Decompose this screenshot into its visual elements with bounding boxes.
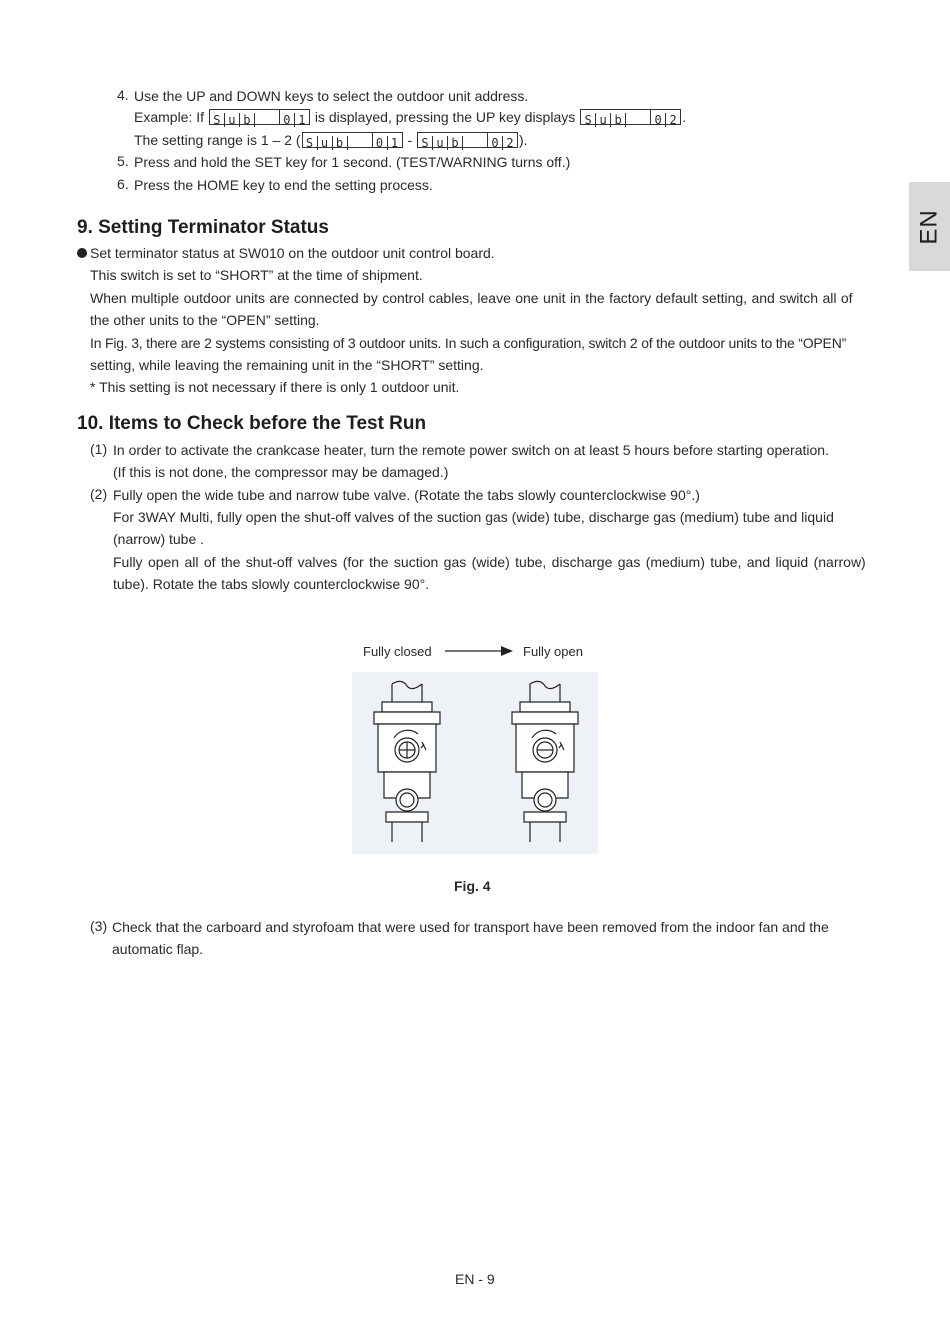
- item-1-line: (If this is not done, the compressor may be damaged.): [113, 464, 449, 480]
- example-line: [134, 108, 686, 126]
- section-10-heading: 10. Items to Check before the Test Run: [77, 413, 427, 434]
- step-5-text: Press and hold the SET key for 1 second. (TEST/WARNING turns off.): [134, 154, 571, 170]
- item-2-number: (2): [90, 486, 108, 502]
- item-1-line: In order to activate the crankcase heater, turn the remote power switch on at least 5 hours before starting operation.: [113, 442, 829, 458]
- section-9-line: setting, while leaving the remaining unit in the “SHORT” setting.: [90, 357, 484, 373]
- lcd-display-range-start: S u b 0 1: [302, 132, 403, 148]
- language-tab: EN: [909, 182, 950, 271]
- section-9-line: Set terminator status at SW010 on the outdoor unit control board.: [90, 245, 495, 261]
- valve-illustration: [352, 672, 598, 854]
- item-2-line: tube). Rotate the tabs slowly counterclockwise 90°.: [113, 576, 430, 592]
- figure-caption: Fig. 4: [454, 878, 491, 894]
- example-prefix: Example: If: [134, 109, 205, 125]
- lcd-display-sub: S u b 0 1: [209, 109, 310, 125]
- bullet-icon: [77, 248, 87, 258]
- valve-figure: [352, 672, 598, 854]
- range-end: ).: [519, 132, 528, 148]
- section-9-line: * This setting is not necessary if there is only 1 outdoor unit.: [90, 379, 460, 395]
- item-2-line: (narrow) tube .: [113, 531, 205, 547]
- label-fully-closed: Fully closed: [363, 644, 432, 659]
- valve-closed-icon: [374, 681, 440, 842]
- item-3-line: automatic flap.: [112, 941, 204, 957]
- item-2-line: Fully open the wide tube and narrow tube valve. (Rotate the tabs slowly counterclockwise 90°.): [113, 487, 700, 503]
- item-2-line: For 3WAY Multi, fully open the shut-off valves of the suction gas (wide) tube, discharge gas (medium) tube and liquid: [113, 509, 834, 525]
- step-4-number: 4.: [117, 87, 129, 103]
- range-line: [134, 131, 528, 149]
- item-1-number: (1): [90, 441, 108, 457]
- lcd-display-sub-02: S u b 0 2: [580, 109, 681, 125]
- step-5-number: 5.: [117, 153, 129, 169]
- range-prefix: The setting range is 1 – 2 (: [134, 132, 301, 148]
- item-3-number: (3): [90, 918, 108, 934]
- lcd-display-range-end: S u b 0 2: [417, 132, 518, 148]
- step-6-number: 6.: [117, 176, 129, 192]
- section-9-heading: 9. Setting Terminator Status: [77, 217, 329, 238]
- item-3-line: Check that the carboard and styrofoam that were used for transport have been removed from the indoor fan and the: [112, 919, 829, 935]
- section-9-line: In Fig. 3, there are 2 systems consisting of 3 outdoor units. In such a configuration, switch 2 of the outdoor units to the “OPEN”: [90, 335, 847, 351]
- example-end: .: [682, 109, 687, 125]
- valve-open-icon: [512, 681, 578, 842]
- step-6-text: Press the HOME key to end the setting process.: [134, 177, 433, 193]
- section-9-line: This switch is set to “SHORT” at the time of shipment.: [90, 267, 423, 283]
- arrow-right-icon: [443, 644, 515, 658]
- label-fully-open: Fully open: [523, 644, 583, 659]
- item-2-line: Fully open all of the shut-off valves (for the suction gas (wide) tube, discharge gas (medium) tube, and liquid (narrow): [113, 554, 866, 570]
- example-mid: is displayed, pressing the UP key displays: [314, 109, 576, 125]
- section-9-line: the other units to the “OPEN” setting.: [90, 312, 320, 328]
- range-separator: -: [407, 132, 413, 148]
- section-9-line: When multiple outdoor units are connected by control cables, leave one unit in the factory default setting, and switch all of: [90, 290, 853, 306]
- step-4-text: Use the UP and DOWN keys to select the outdoor unit address.: [134, 88, 529, 104]
- page-number: EN - 9: [455, 1271, 495, 1287]
